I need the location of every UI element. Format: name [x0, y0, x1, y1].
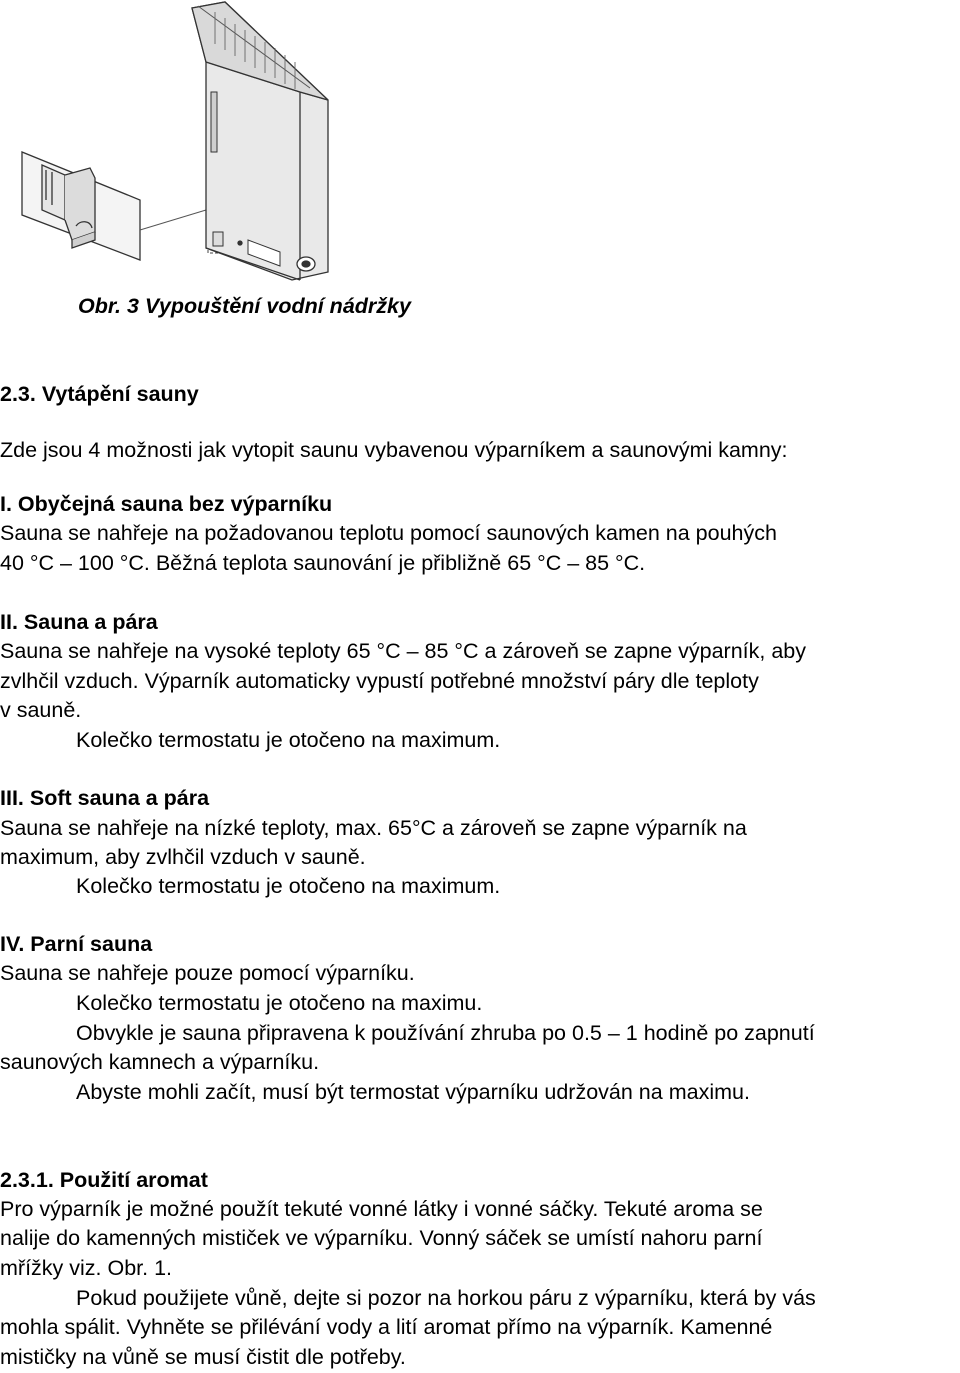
mode4-title: IV. Parní sauna: [0, 932, 153, 956]
aroma-text-line: mohla spálit. Vyhněte se přilévání vody a lití aromat přímo na výparník. Kamenné: [0, 1315, 773, 1339]
aroma-text-line: Pro výparník je možné použít tekuté vonné látky i vonné sáčky. Tekuté aroma se: [0, 1197, 763, 1221]
mode3-text-line: maximum, aby zvlhčil vzduch v sauně.: [0, 845, 366, 869]
aroma-text-line: mističky na vůně se musí čistit dle potřeby.: [0, 1345, 406, 1369]
intro-text: Zde jsou 4 možnosti jak vytopit saunu vybavenou výparníkem a saunovými kamny:: [0, 438, 788, 462]
section-heading: 2.3. Vytápění sauny: [0, 382, 199, 406]
mode2-text-line: zvlhčil vzduch. Výparník automaticky vypustí potřebné množství páry dle teploty: [0, 669, 759, 693]
mode1-text-line: 40 °C – 100 °C. Běžná teplota saunování je přibližně 65 °C – 85 °C.: [0, 551, 646, 575]
mode2-text-line: Sauna se nahřeje na vysoké teploty 65 °C – 85 °C a zároveň se zapne výparník, aby: [0, 639, 807, 663]
mode1-text-line: Sauna se nahřeje na požadovanou teplotu pomocí saunových kamen na pouhých: [0, 521, 777, 545]
mode3-title: III. Soft sauna a pára: [0, 786, 210, 810]
aroma-text-line: mřížky viz. Obr. 1.: [0, 1256, 173, 1280]
mode4-text-line: saunových kamnech a výparníku.: [0, 1050, 320, 1074]
mode1-title: I. Obyčejná sauna bez výparníku: [0, 492, 333, 516]
mode3-thermostat-note: Kolečko termostatu je otočeno na maximum.: [76, 874, 501, 898]
drain-valve-detail: [22, 152, 140, 260]
mode2-text-line: v sauně.: [0, 698, 82, 722]
aroma-heading: 2.3.1. Použití aromat: [0, 1168, 208, 1192]
aroma-text-line: Pokud použijete vůně, dejte si pozor na horkou páru z výparníku, která by vás: [76, 1286, 816, 1310]
mode2-title: II. Sauna a pára: [0, 610, 158, 634]
steam-generator-drain-illustration: [10, 0, 350, 290]
aroma-text-line: nalije do kamenných mističek ve výparníku. Vonný sáček se umístí nahoru parní: [0, 1226, 763, 1250]
mode4-thermostat-note: Kolečko termostatu je otočeno na maximu.: [76, 991, 483, 1015]
mode2-thermostat-note: Kolečko termostatu je otočeno na maximum.: [76, 728, 501, 752]
steam-generator-unit: [192, 2, 328, 280]
mode3-text-line: Sauna se nahřeje na nízké teploty, max. 65°C a zároveň se zapne výparník na: [0, 816, 747, 840]
figure-caption: Obr. 3 Vypouštění vodní nádržky: [78, 294, 411, 318]
mode4-text-line: Obvykle je sauna připravena k používání zhruba po 0.5 – 1 hodině po zapnutí: [76, 1021, 815, 1045]
mode4-text-line: Sauna se nahřeje pouze pomocí výparníku.: [0, 961, 415, 985]
mode4-text-line: Abyste mohli začít, musí být termostat výparníku udržován na maximu.: [76, 1080, 750, 1104]
